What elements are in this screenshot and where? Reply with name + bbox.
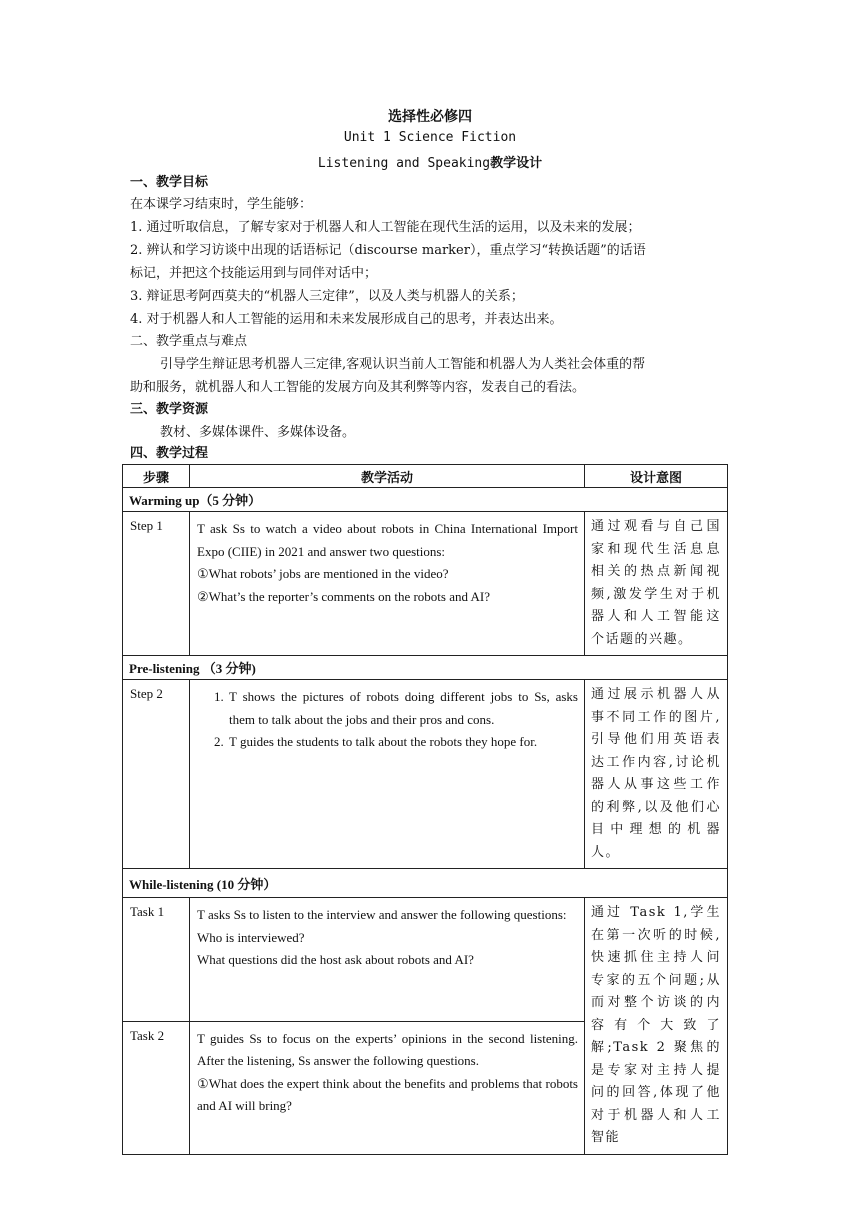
column-header-activity: 教学活动 (190, 465, 585, 488)
objectives-intro: 在本课学习结束时，学生能够： (130, 197, 313, 212)
doc-title-lesson: Listening and Speaking教学设计 (317, 156, 543, 171)
task-activity: T asks Ss to listen to the interview and answer the following questions: Who is interviewed? What questions did the host ask about robots and AI? (190, 898, 585, 1022)
objective-item: 4. 对于机器人和人工智能的运用和未来发展形成自己的思考，并表达出来。 (130, 312, 563, 327)
step-intent: 通过观看与自己国家和现代生活息息相关的热点新闻视频,激发学生对于机器人和人工智能这个话题的兴趣。 (585, 512, 728, 656)
section-while-listening: While-listening (10 分钟） (123, 869, 728, 898)
key-points-text: 引导学生辩证思考机器人三定律,客观认识当前人工智能和机器人为人类社会体重的帮 (160, 357, 646, 372)
section-pre-listening: Pre-listening （3 分钟) (123, 656, 728, 680)
doc-title-cn: 选择性必修四 (388, 109, 472, 125)
task-intent: 通过 Task 1,学生在第一次听的时候,快速抓住主持人问专家的五个问题;从而对整个访谈的内容有个大致了解;Task 2 聚焦的是专家对主持人提问的回答,体现了他对于机器人和人工智能 (585, 898, 728, 1155)
key-points-heading: 二、教学重点与难点 (130, 334, 248, 349)
step-activity: T ask Ss to watch a video about robots in China International Import Expo (CIIE) in 2021 and answer two questions: ①What robots’ jobs are mentioned in the video? ②What’s the reporter’s comments on the robots and AI? (190, 512, 585, 656)
process-heading: 四、教学过程 (130, 446, 209, 461)
objective-item: 2. 辨认和学习访谈中出现的话语标记（discourse marker），重点学习“转换话题”的话语 (130, 243, 646, 258)
list-item: 1. T shows the pictures of robots doing different jobs to Ss, asks them to talk about the jobs and their pros and cons. (227, 686, 578, 731)
column-header-step: 步骤 (123, 465, 190, 488)
section-warming-up: Warming up（5 分钟） (123, 488, 728, 512)
task-activity: T guides Ss to focus on the experts’ opinions in the second listening. After the listening, Ss answer the following questions. ①What does the expert think about the benefits and problems that robots and AI will bring? (190, 1021, 585, 1154)
resources-text: 教材、多媒体课件、多媒体设备。 (160, 425, 356, 440)
key-points-text: 助和服务，就机器人和人工智能的发展方向及其利弊等内容，发表自己的看法。 (130, 380, 586, 395)
step-intent: 通过展示机器人从事不同工作的图片,引导他们用英语表达工作内容,讨论机器人从事这些工作的利弊,以及他们心目中理想的机器人。 (585, 680, 728, 869)
task-label: Task 2 (123, 1021, 190, 1154)
objective-item: 标记，并把这个技能运用到与同伴对话中； (130, 266, 378, 281)
task-label: Task 1 (123, 898, 190, 1022)
step-activity (190, 680, 585, 869)
step-label: Step 1 (123, 512, 190, 656)
objective-item: 1. 通过听取信息，了解专家对于机器人和人工智能在现代生活的运用，以及未来的发展； (130, 220, 641, 235)
list-item: 2. T guides the students to talk about the robots they hope for. (227, 731, 578, 754)
objective-item: 3. 辩证思考阿西莫夫的“机器人三定律”，以及人类与机器人的关系； (130, 289, 524, 304)
process-table (122, 464, 728, 1155)
objectives-heading: 一、教学目标 (130, 175, 209, 190)
resources-heading: 三、教学资源 (130, 402, 209, 417)
doc-title-unit: Unit 1 Science Fiction (343, 130, 517, 145)
column-header-intent: 设计意图 (585, 465, 728, 488)
step-label: Step 2 (123, 680, 190, 869)
